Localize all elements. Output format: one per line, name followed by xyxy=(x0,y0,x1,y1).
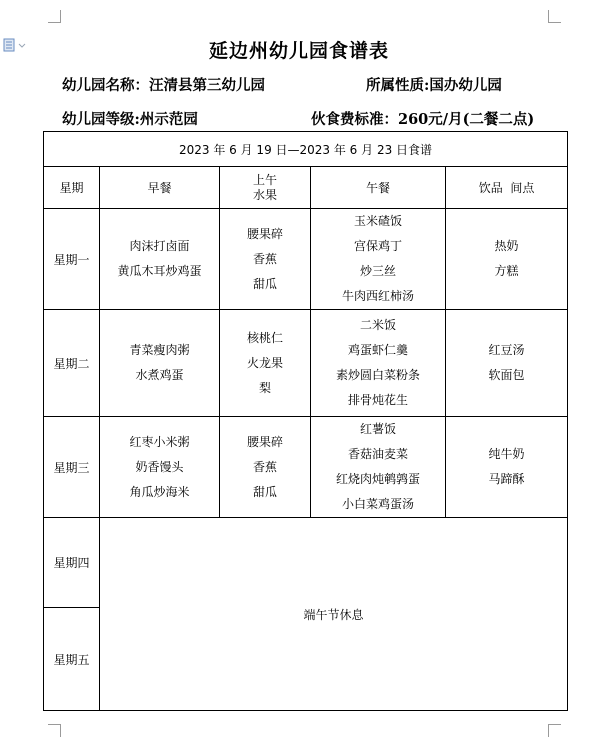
list-item: 香菇油麦菜 xyxy=(347,447,408,461)
table-row xyxy=(44,518,568,608)
monday-breakfast xyxy=(100,209,220,310)
tuesday-drinks xyxy=(446,310,568,417)
header-fruit-line2: 水果 xyxy=(252,187,277,202)
header-drinks: 饮品 间点 xyxy=(446,167,568,209)
day-tuesday: 星期二 xyxy=(44,310,100,417)
list-item: 玉米碴饭 xyxy=(353,214,402,228)
list-item: 腰果碎 xyxy=(246,226,283,241)
tuesday-lunch xyxy=(311,310,446,417)
monday-fruit xyxy=(220,209,311,310)
list-item: 香蕉 xyxy=(252,459,277,474)
weekly-menu-table xyxy=(43,131,568,711)
kindergarten-name: 幼儿园名称：汪清县第三幼儿园 xyxy=(62,77,265,94)
holiday-notice: 端午节休息 xyxy=(100,518,568,711)
list-item: 素炒圆白菜粉条 xyxy=(335,368,420,382)
day-monday: 星期一 xyxy=(44,209,100,310)
list-item: 红薯饭 xyxy=(359,422,396,436)
list-item: 青菜瘦肉粥 xyxy=(129,343,190,357)
list-item: 软面包 xyxy=(488,368,525,382)
table-row xyxy=(44,310,568,417)
page-corner-mark-top-right xyxy=(548,10,561,23)
tuesday-fruit xyxy=(220,310,311,417)
day-thursday: 星期四 xyxy=(44,518,100,608)
list-item: 肉沫打卤面 xyxy=(129,239,190,253)
list-item: 红烧肉炖鹌鹑蛋 xyxy=(335,472,420,486)
list-item: 排骨炖花生 xyxy=(347,393,408,407)
list-item: 炒三丝 xyxy=(359,264,396,278)
wednesday-lunch xyxy=(311,417,446,518)
list-item: 火龙果 xyxy=(246,355,283,370)
list-item: 红枣小米粥 xyxy=(129,434,190,449)
monday-drinks xyxy=(446,209,568,310)
header-day: 星期 xyxy=(44,167,100,209)
table-row xyxy=(44,417,568,518)
list-item: 红豆汤 xyxy=(488,343,525,357)
list-item: 腰果碎 xyxy=(246,434,283,449)
monday-lunch xyxy=(311,209,446,310)
wednesday-fruit xyxy=(220,417,311,518)
list-item: 小白菜鸡蛋汤 xyxy=(341,497,414,511)
kindergarten-grade: 幼儿园等级:州示范园 xyxy=(62,111,198,128)
page-corner-mark-top-left xyxy=(48,10,61,23)
table-row xyxy=(44,209,568,310)
list-item: 香蕉 xyxy=(252,251,277,266)
list-item: 二米饭 xyxy=(359,318,396,332)
wednesday-drinks xyxy=(446,417,568,518)
list-item: 牛肉西红柿汤 xyxy=(341,289,414,303)
list-item: 热奶 xyxy=(494,239,519,253)
kindergarten-nature: 所属性质:国办幼儿园 xyxy=(366,77,502,94)
list-item: 黄瓜木耳炒鸡蛋 xyxy=(117,264,202,278)
list-item: 马蹄酥 xyxy=(488,472,525,486)
meal-fee-standard: 伙食费标准：260元/月(二餐二点) xyxy=(311,111,535,128)
list-item: 甜瓜 xyxy=(252,276,277,291)
list-item: 甜瓜 xyxy=(252,484,277,499)
tuesday-breakfast xyxy=(100,310,220,417)
list-item: 方糕 xyxy=(494,264,519,278)
list-item: 水煮鸡蛋 xyxy=(135,368,184,382)
list-item: 奶香馒头 xyxy=(135,459,184,474)
header-breakfast: 早餐 xyxy=(100,167,220,209)
menu-date-range: 2023 年 6 月 19 日—2023 年 6 月 23 日食谱 xyxy=(44,132,568,167)
list-item: 角瓜炒海米 xyxy=(129,484,190,499)
header-fruit xyxy=(220,167,311,209)
page-title: 延边州幼儿园食谱表 xyxy=(208,40,389,62)
header-fruit-line1: 上午 xyxy=(252,172,277,187)
day-wednesday: 星期三 xyxy=(44,417,100,518)
list-item: 核桃仁 xyxy=(246,330,283,345)
list-item: 鸡蛋虾仁羹 xyxy=(347,343,408,357)
page-corner-mark-bottom-right xyxy=(548,724,561,737)
list-item: 宫保鸡丁 xyxy=(353,239,402,253)
header-lunch: 午餐 xyxy=(311,167,446,209)
list-item: 梨 xyxy=(258,380,271,395)
list-item: 纯牛奶 xyxy=(488,447,525,461)
page-corner-mark-bottom-left xyxy=(48,724,61,737)
wednesday-breakfast xyxy=(100,417,220,518)
day-friday: 星期五 xyxy=(44,608,100,711)
